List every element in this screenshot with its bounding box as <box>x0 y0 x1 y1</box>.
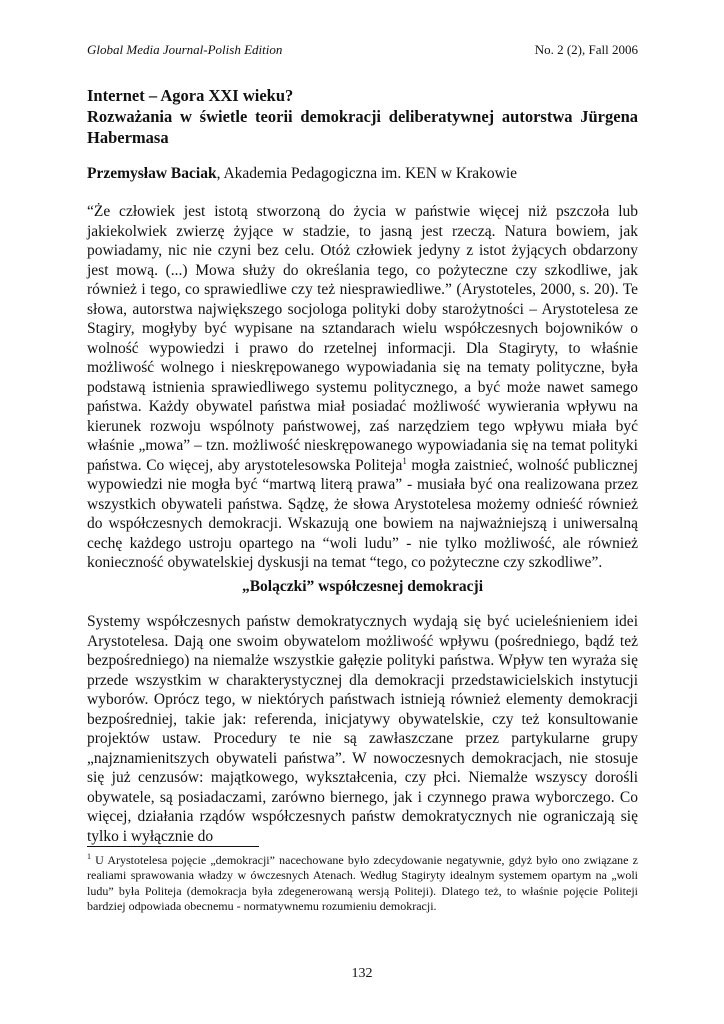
article-title <box>87 85 638 148</box>
paragraph-intro-continuation: mogła zaistnieć, wolność publicznej wypowiedzi nie mogła być “martwą literą prawa” - musiała być ona realizowana przez wszystkich obywateli państwa. Sądzę, że słowa Arystotelesa możemy odnieść również do współczesnych demokracji. Wskazują one bowiem na najważniejszą i uniwersalną cechę każdego ustroju opartego na “woli ludu” - nie tylko możliwość, ale również konieczność obywatelskiej dyskusji na temat “tego, co pożyteczne czy szkodliwe”. <box>87 456 639 571</box>
title-line: Internet – Agora XXI wieku? <box>87 86 294 105</box>
running-header <box>87 42 638 58</box>
section-heading: „Bolączki” współczesnej demokracji <box>241 578 484 595</box>
footnote <box>87 853 638 914</box>
paragraph-section: Systemy współczesnych państw demokratycznych wydają się być ucieleśnieniem idei Arystotelesa. Dają one swoim obywatelom możliwość wpływu (pośredniego, bądź też bezpośredniego) na niemalże wszystkie gałęzie polityki państwa. Wpływ ten wyraża się przede wszystkim w charakterystycznej dla demokracji przedstawicielskich instytucji wyborów. Oprócz tego, w niektórych państwach istnieją również elementy demokracji bezpośredniej, takie jak: referenda, inicjatywy obywatelskie, czy też konsultowanie projektów ustaw. Procedury te nie są zawłaszczane przez partykularne grupy „najznamienitszych obywateli państwa”. W nowoczesnych demokracjach, nie stosuje się już cenzusów: majątkowego, wykształcenia, czy płci. Niemalże wszyscy dorośli obywatele, są posiadaczami, zarówno biernego, jak i czynnego prawa wyborczego. Co więcej, działania rządów współczesnych państw demokratycznych nie ograniczają się tylko i wyłącznie do <box>87 613 638 845</box>
author-name: Przemysław Baciak <box>87 165 217 182</box>
paragraph-intro <box>87 202 638 573</box>
footnote-separator <box>87 846 259 847</box>
issue-info: No. 2 (2), Fall 2006 <box>534 42 638 57</box>
paragraph-intro-text: “Że człowiek jest istotą stworzoną do życia w państwie więcej niż pszczoła lub jakiekolwiek zwierzę żyjące w stadzie, to jasną jest rzeczą. Natura bowiem, jak powiadamy, nic nie czyni bez celu. Otóż człowiek jedyny z istot żyjących obdarzony jest mową. (...) Mowa służy do określania tego, co pożyteczne czy szkodliwe, jak również i tego, co sprawiedliwe czy też niesprawiedliwe.” (Arystoteles, 2000, s. 20). Te słowa, autorstwa największego socjologa polityki doby starożytności – Arystotelesa ze Stagiry, mogłyby być wypisane na sztandarach wielu współczesnych bojowników o wolność wypowiedzi i prawo do rzetelnej informacji. Dla Stagiryty, to właśnie możliwość wolnego i nieskrępowanego wypowiadania się na tematy polityczne, była podstawą istnienia sprawiedliwego systemu politycznego, a być może nawet samego państwa. Każdy obywatel państwa miał posiadać możliwość wywierania wpływu na kierunek rozwoju wspólnoty państwowej, zaś narzędziem tego wpływu miała być właśnie „mowa” – tzn. możliwość nieskrępowanego wypowiadania się na temat polityki państwa. Co więcej, aby arystotelesowska Politeja <box>87 203 638 474</box>
footnote-number: 1 <box>87 852 91 861</box>
journal-name: Global Media Journal-Polish Edition <box>87 42 283 57</box>
author-line <box>87 165 638 183</box>
footnote-text: U Arystotelesa pojęcie „demokracji” nacechowane było zdecydowanie negatywnie, gdyż było ono związane z realiami sprawowania władzy w ówczesnych Atenach. Według Stagiryty idealnym systemem opartym na „woli ludu” była Politeja (demokracja była zdegenerowaną wersją Politeji). Dlatego też, to właśnie pojęcie Politeji bardziej odpowiada obecnemu - normatywnemu rozumieniu demokracji. <box>87 853 638 913</box>
page-number: 132 <box>351 966 373 981</box>
title-subtitle: Rozważania w świetle teorii demokracji deliberatywnej autorstwa Jürgena Habermasa <box>87 107 638 147</box>
author-affiliation: , Akademia Pedagogiczna im. KEN w Krakowie <box>216 165 518 182</box>
footnote-reference[interactable]: 1 <box>402 455 407 466</box>
